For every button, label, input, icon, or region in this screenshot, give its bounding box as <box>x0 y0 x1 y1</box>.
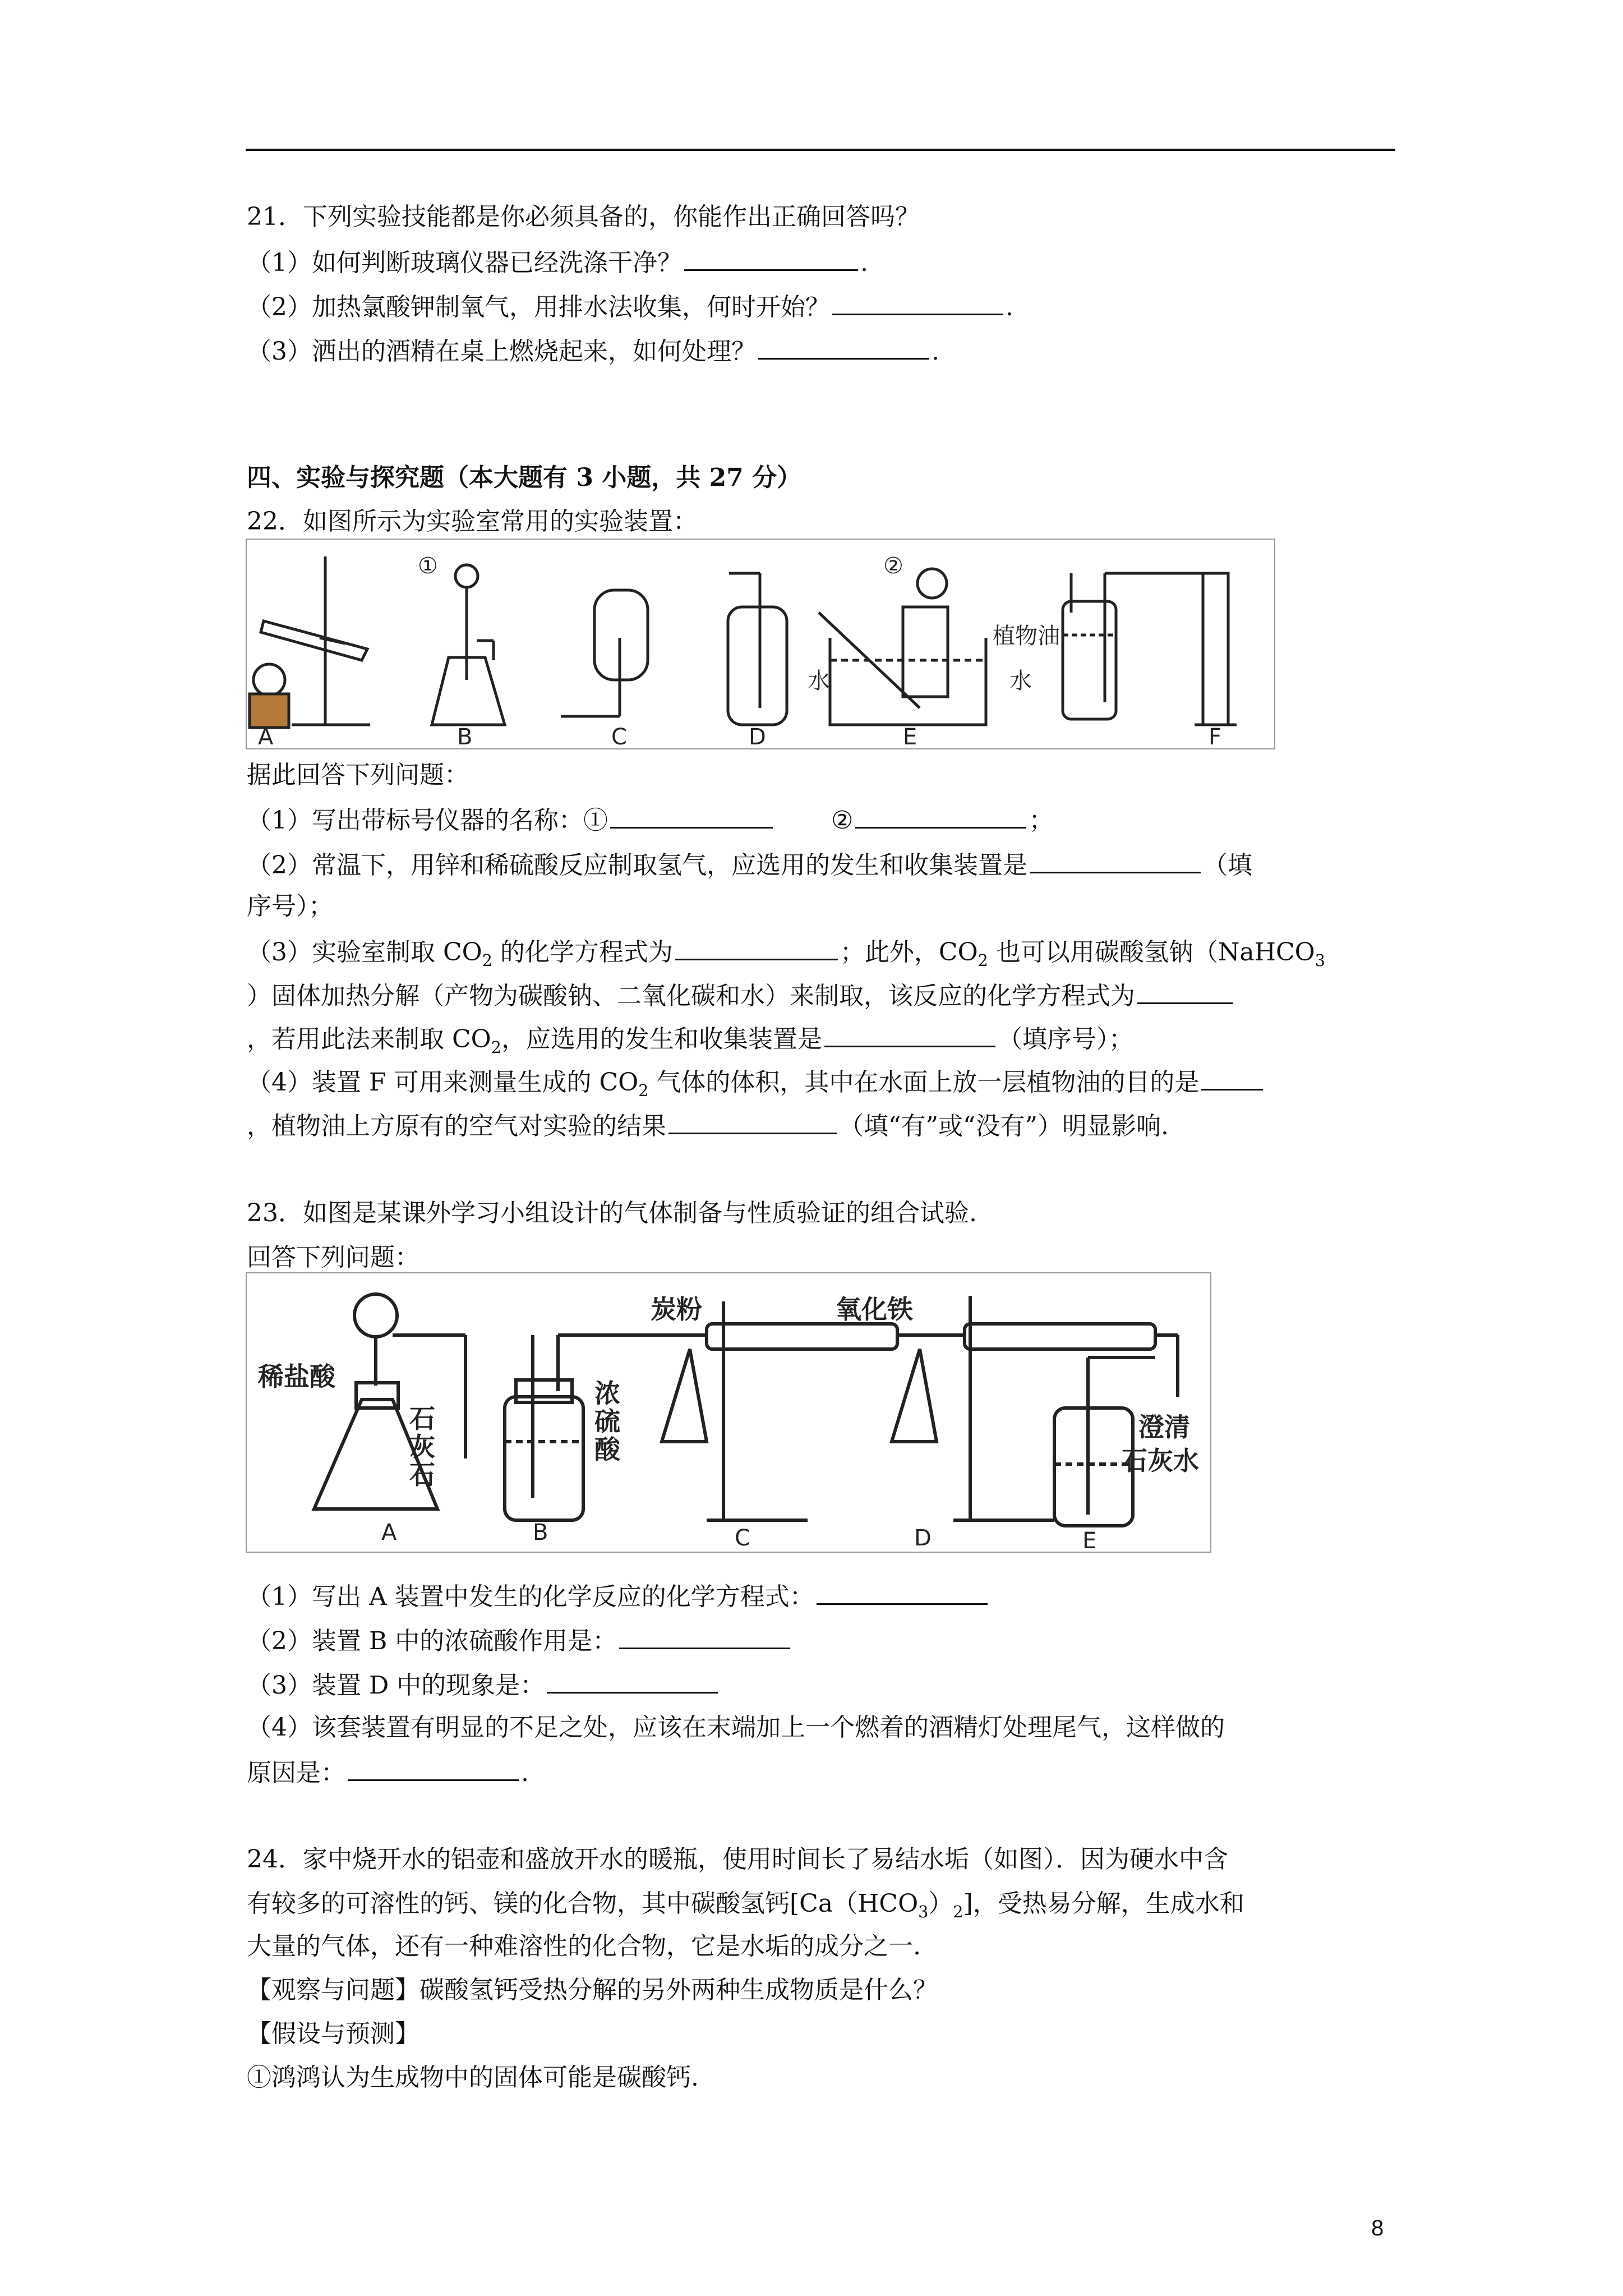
page-number: 8 <box>1371 2216 1384 2240</box>
wood-block <box>250 694 289 728</box>
marker-1: ① <box>418 553 438 579</box>
label-limewater-1: 澄清 <box>1138 1412 1190 1442</box>
q21-part1: （1）如何判断玻璃仪器已经洗涤干净？ . <box>247 245 868 280</box>
q21-part3: （3）洒出的酒精在桌上燃烧起来，如何处理？ . <box>247 333 939 369</box>
label-limewater-2: 石灰水 <box>1122 1446 1199 1476</box>
q22-part3-cont: ）固体加热分解（产物为碳酸钠、二氧化碳和水）来制取，该反应的化学方程式为 <box>247 978 1235 1013</box>
q22-stem: 22．如图所示为实验室常用的实验装置： <box>247 507 698 536</box>
q22-part2: （2）常温下，用锌和稀硫酸反应制取氢气，应选用的发生和收集装置是 （填 <box>247 847 1252 882</box>
answer-blank[interactable] <box>1030 847 1201 873</box>
label-c: C <box>611 724 627 748</box>
label-d: D <box>914 1525 932 1551</box>
q21-part2: （2）加热氯酸钾制氧气，用排水法收集，何时开始？ . <box>247 289 1013 324</box>
answer-blank[interactable] <box>817 1579 988 1605</box>
marker-2: ② <box>883 553 903 579</box>
label-limestone-2: 灰 <box>409 1432 435 1462</box>
q22-part3: （3）实验室制取 $CO_2$ 的化学方程式为 ；此外，$CO_2$ 也可以用碳酸氢钠（NaHCO$_3$ <box>247 934 1325 977</box>
test-tube <box>261 621 367 660</box>
q23-part4-cont: 原因是： . <box>247 1755 529 1790</box>
answer-blank[interactable] <box>619 1623 790 1649</box>
header-rule <box>246 149 1395 151</box>
apparatus-diagram <box>247 540 1274 748</box>
label-f: F <box>1209 724 1222 748</box>
answer-blank[interactable] <box>675 934 838 960</box>
water-label-e: 水 <box>808 668 830 694</box>
alcohol-lamp <box>253 664 285 696</box>
q23-intro: 回答下列问题： <box>247 1243 419 1272</box>
answer-blank[interactable] <box>824 1021 995 1047</box>
q24-line4: 【观察与问题】碳酸氢钙受热分解的另外两种生成物质是什么？ <box>247 1976 938 2004</box>
answer-blank[interactable] <box>668 1108 837 1134</box>
label-e: E <box>1082 1528 1097 1552</box>
label-hcl: 稀盐酸 <box>258 1361 335 1392</box>
label-acid-3: 酸 <box>594 1434 620 1465</box>
water-label-f: 水 <box>1009 668 1032 694</box>
label-iron-oxide: 氧化铁 <box>836 1294 913 1324</box>
label-e: E <box>903 724 917 748</box>
q24-line1: 24．家中烧开水的铝壶和盛放开水的暖瓶，使用时间长了易结水垢（如图）．因为硬水中含 <box>247 1845 1228 1874</box>
answer-blank[interactable] <box>547 1667 718 1694</box>
section-title: 四、实验与探究题（本大题有 3 小题，共 27 分） <box>247 463 802 492</box>
answer-blank[interactable] <box>348 1755 519 1781</box>
q23-stem: 23．如图是某课外学习小组设计的气体制备与性质验证的组合试验. <box>247 1199 977 1227</box>
q22-part4: （4）装置 F 可用来测量生成的 $CO_2$ 气体的体积，其中在水面上放一层植物油的目的是 <box>247 1064 1265 1107</box>
q23-part3: （3）装置 D 中的现象是： <box>247 1667 720 1703</box>
q21-stem: 21．下列实验技能都是你必须具备的，你能作出正确回答吗？ <box>247 203 920 231</box>
answer-blank[interactable] <box>1137 978 1233 1004</box>
q22-part2-cont: 序号）； <box>247 892 333 921</box>
label-limestone-3: 石 <box>409 1460 435 1490</box>
answer-blank[interactable] <box>610 802 773 829</box>
q22-intro: 据此回答下列问题： <box>247 761 469 789</box>
answer-blank[interactable] <box>758 333 929 360</box>
q23-part4: （4）该套装置有明显的不足之处，应该在末端加上一个燃着的酒精灯处理尾气，这样做的 <box>247 1713 1225 1742</box>
q24-line3: 大量的气体，还有一种难溶性的化合物，它是水垢的成分之一. <box>247 1932 921 1961</box>
label-a: A <box>258 724 274 748</box>
label-c: C <box>735 1525 750 1551</box>
answer-blank[interactable] <box>832 289 1003 315</box>
q23-part1: （1）写出 A 装置中发生的化学反应的化学方程式： <box>247 1579 990 1614</box>
answer-blank[interactable] <box>684 245 858 271</box>
q23-part2: （2）装置 B 中的浓硫酸作用是： <box>247 1623 792 1658</box>
combined-apparatus-diagram <box>247 1273 1210 1552</box>
label-b: B <box>457 724 473 748</box>
label-d: D <box>749 724 766 748</box>
label-carbon: 炭粉 <box>651 1294 702 1324</box>
q22-part3-cont2: ，若用此法来制取 $CO_2$，应选用的发生和收集装置是 （填序号）； <box>247 1021 1133 1064</box>
label-acid-1: 浓 <box>594 1378 620 1409</box>
label-a: A <box>381 1520 397 1545</box>
q22-part1: （1）写出带标号仪器的名称：① ② ； <box>247 802 1053 838</box>
q24-line6: ①鸿鸿认为生成物中的固体可能是碳酸钙. <box>247 2063 699 2092</box>
q24-line5: 【假设与预测】 <box>247 2019 419 2048</box>
oil-label: 植物油 <box>993 623 1060 649</box>
q22-apparatus-figure <box>246 539 1275 749</box>
q22-part4-cont: ，植物油上方原有的空气对实验的结果 （填“有”或“没有”）明显影响. <box>247 1108 1169 1143</box>
label-acid-2: 硫 <box>594 1406 620 1437</box>
answer-blank[interactable] <box>855 802 1026 829</box>
label-limestone-1: 石 <box>409 1404 435 1434</box>
answer-blank[interactable] <box>1201 1064 1263 1091</box>
q23-apparatus-figure <box>246 1272 1211 1553</box>
label-b: B <box>533 1520 548 1545</box>
q24-line2: 有较多的可溶性的钙、镁的化合物，其中碳酸氢钙$[Ca(HCO_3)_2]$，受热易分解，生成水和 <box>247 1889 1244 1921</box>
